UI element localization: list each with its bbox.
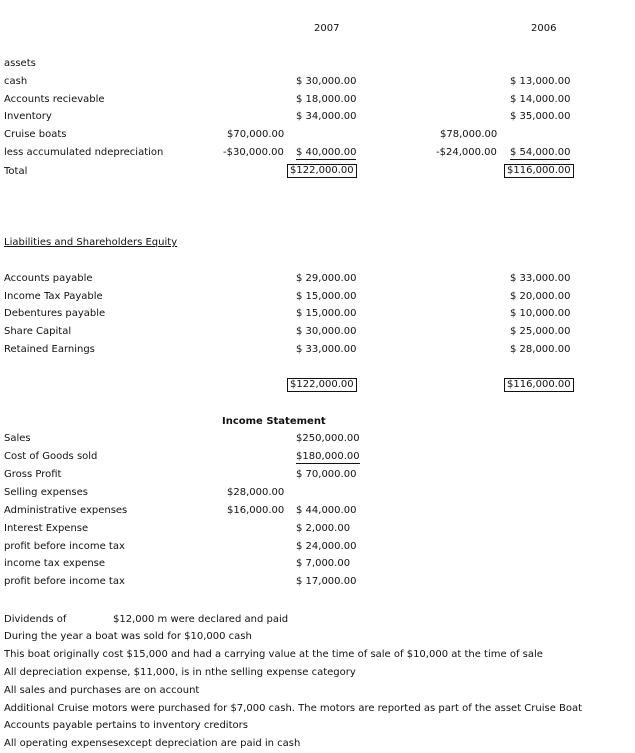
assets-heading: assets <box>4 58 36 69</box>
sub-value-2007: $70,000.00 <box>227 129 285 140</box>
value-2006: $ 14,000.00 <box>510 94 571 105</box>
total-label: Total <box>4 166 28 177</box>
row-value: $ 70,000.00 <box>296 469 357 480</box>
row-label: Income Tax Payable <box>4 291 103 302</box>
row-sub-value: $28,000.00 <box>227 487 285 498</box>
row-value: $ 44,000.00 <box>296 505 357 516</box>
value-2007: $ 34,000.00 <box>296 111 357 122</box>
row-value: $250,000.00 <box>296 433 360 444</box>
sub-value-2006: -$24,000.00 <box>436 147 497 158</box>
row-label: less accumulated ndepreciation <box>4 147 164 158</box>
note-line: All sales and purchases are on account <box>4 685 200 696</box>
row-label: Inventory <box>4 111 52 122</box>
value-2007: $ 15,000.00 <box>296 308 357 319</box>
row-label: profit before income tax <box>4 541 125 552</box>
value-2007: $ 40,000.00 <box>296 147 357 158</box>
value-2007: $ 30,000.00 <box>296 326 357 337</box>
row-label: Cruise boats <box>4 129 67 140</box>
value-2006: $ 54,000.00 <box>510 147 571 158</box>
row-label: Gross Profit <box>4 469 62 480</box>
dividends-label: Dividends of <box>4 614 67 625</box>
dividends-amount: $12,000 m were declared and paid <box>113 614 289 625</box>
total-2006: $116,000.00 <box>504 164 574 178</box>
note-line: During the year a boat was sold for $10,000 cash <box>4 631 252 642</box>
value-2006: $ 28,000.00 <box>510 344 571 355</box>
sub-value-2006: $78,000.00 <box>440 129 498 140</box>
value-2007: $ 29,000.00 <box>296 273 357 284</box>
note-line: Additional Cruise motors were purchased for $7,000 cash. The motors are reported as part of the asset Cruise Boat <box>4 703 583 714</box>
note-line: All operating expensesexcept depreciation are paid in cash <box>4 738 301 749</box>
value-2006: $ 20,000.00 <box>510 291 571 302</box>
row-sub-value: $16,000.00 <box>227 505 285 516</box>
row-value: $ 17,000.00 <box>296 576 357 587</box>
value-2006: $ 13,000.00 <box>510 76 571 87</box>
liabilities-total-2006: $116,000.00 <box>504 378 574 392</box>
row-label: Debentures payable <box>4 308 106 319</box>
value-2007: $ 30,000.00 <box>296 76 357 87</box>
row-label: Sales <box>4 433 31 444</box>
value-2007: $ 33,000.00 <box>296 344 357 355</box>
row-label: Cost of Goods sold <box>4 451 98 462</box>
sub-value-2007: -$30,000.00 <box>223 147 284 158</box>
total-2007: $122,000.00 <box>287 164 357 178</box>
year-2007-header: 2007 <box>314 23 340 34</box>
value-2007: $ 18,000.00 <box>296 94 357 105</box>
row-label: Accounts payable <box>4 273 93 284</box>
row-label: Administrative expenses <box>4 505 128 516</box>
note-line: This boat originally cost $15,000 and had a carrying value at the time of sale of $10,000 at the time of sale <box>4 649 543 660</box>
row-label: Share Capital <box>4 326 72 337</box>
income-statement-heading: Income Statement <box>222 416 326 427</box>
value-2007: $ 15,000.00 <box>296 291 357 302</box>
row-label: profit before income tax <box>4 576 125 587</box>
liabilities-total-2007: $122,000.00 <box>287 378 357 392</box>
row-value: $ 24,000.00 <box>296 541 357 552</box>
row-label: cash <box>4 76 28 87</box>
row-label: Accounts recievable <box>4 94 105 105</box>
value-2006: $ 33,000.00 <box>510 273 571 284</box>
year-2006-header: 2006 <box>531 23 557 34</box>
row-label: Retained Earnings <box>4 344 95 355</box>
note-line: Accounts payable pertains to inventory creditors <box>4 720 248 731</box>
value-2006: $ 10,000.00 <box>510 308 571 319</box>
value-2006: $ 35,000.00 <box>510 111 571 122</box>
liabilities-heading: Liabilities and Shareholders Equity <box>4 237 178 248</box>
row-label: income tax expense <box>4 558 106 569</box>
note-line: All depreciation expense, $11,000, is in nthe selling expense category <box>4 667 356 678</box>
row-label: Interest Expense <box>4 523 89 534</box>
value-2006: $ 25,000.00 <box>510 326 571 337</box>
row-value: $180,000.00 <box>296 451 360 462</box>
row-label: Selling expenses <box>4 487 89 498</box>
row-value: $ 2,000.00 <box>296 523 351 534</box>
row-value: $ 7,000.00 <box>296 558 351 569</box>
